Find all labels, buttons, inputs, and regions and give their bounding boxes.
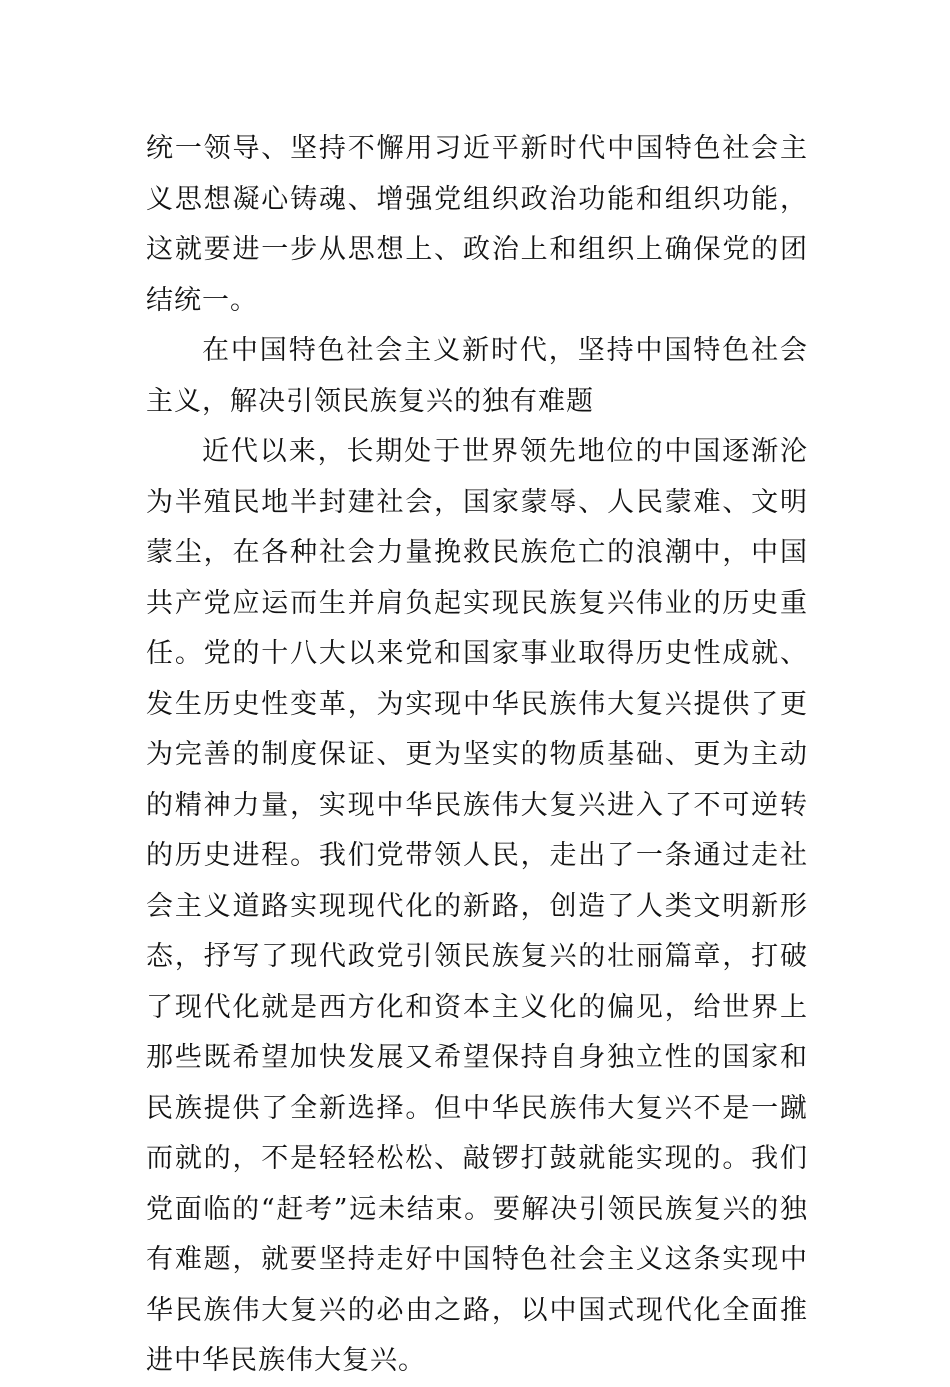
- document-body: [146, 124, 808, 1387]
- paragraph-continuation: 统一领导、坚持不懈用习近平新时代中国特色社会主义思想凝心铸魂、增强党组织政治功能和组织功能，这就要进一步从思想上、政治上和组织上确保党的团结统一。: [146, 133, 808, 316]
- paragraph-body: 近代以来，长期处于世界领先地位的中国逐渐沦为半殖民地半封建社会，国家蒙辱、人民蒙难、文明蒙尘，在各种社会力量挽救民族危亡的浪潮中，中国共产党应运而生并肩负起实现民族复兴伟业的历史重任。党的十八大以来党和国家事业取得历史性成就、发生历史性变革，为实现中华民族伟大复兴提供了更为完善的制度保证、更为坚实的物质基础、更为主动的精神力量，实现中华民族伟大复兴进入了不可逆转的历史进程。我们党带领人民，走出了一条通过走社会主义道路实现现代化的新路，创造了人类文明新形态，抒写了现代政党引领民族复兴的壮丽篇章，打破了现代化就是西方化和资本主义化的偏见，给世界上那些既希望加快发展又希望保持自身独立性的国家和民族提供了全新选择。但中华民族伟大复兴不是一蹴而就的，不是轻轻松松、敲锣打鼓就能实现的。我们党面临的“赶考”远未结束。要解决引领民族复兴的独有难题，就要坚持走好中国特色社会主义这条实现中华民族伟大复兴的必由之路，以中国式现代化全面推进中华民族伟大复兴。: [146, 436, 808, 1376]
- section-heading: 在中国特色社会主义新时代，坚持中国特色社会主义，解决引领民族复兴的独有难题: [146, 335, 808, 417]
